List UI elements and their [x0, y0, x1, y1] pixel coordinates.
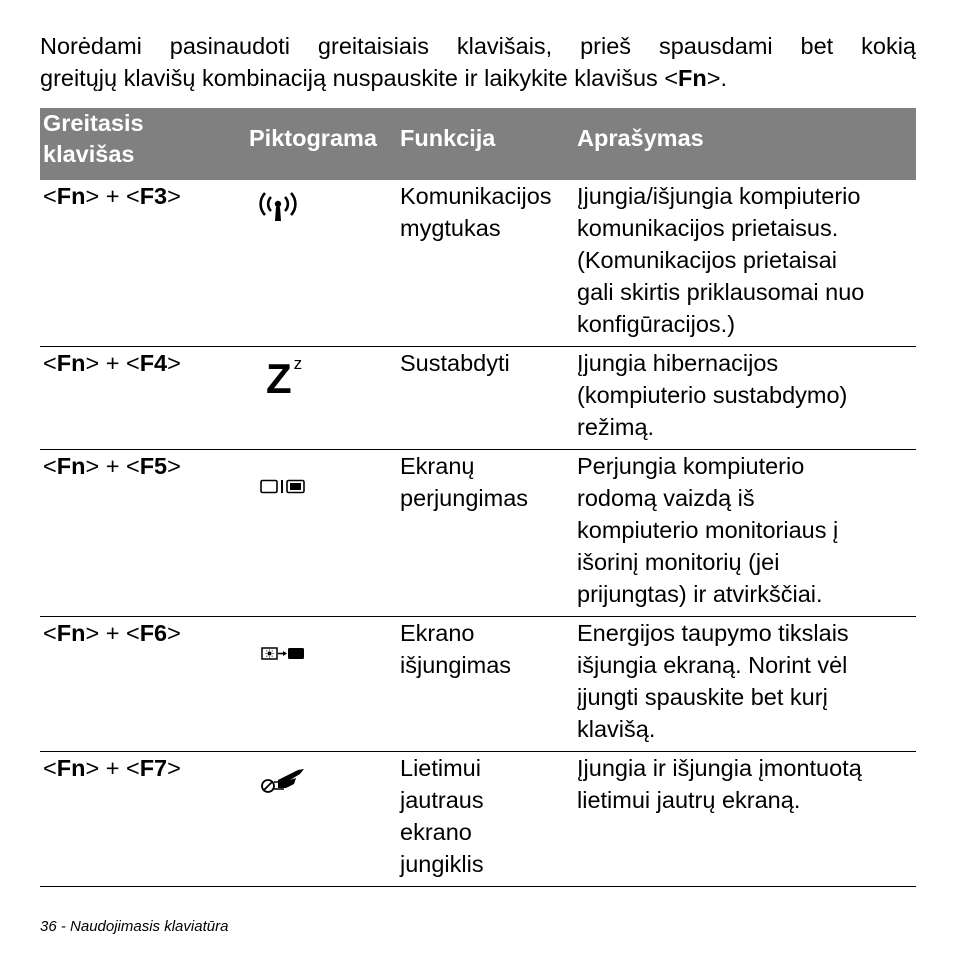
page-footer: 36 - Naudojimasis klaviatūra: [40, 918, 229, 935]
intro-fn-key: Fn: [678, 65, 707, 91]
table-row: [40, 450, 916, 617]
hotkey-table: [40, 108, 916, 887]
intro-line-1: Norėdami pasinaudoti greitaisiais klavišais, prieš spausdami bet kokią: [40, 33, 916, 59]
header-hotkey-line1: Greitasis: [43, 110, 144, 136]
hotkey-cell: <Fn> + <F3>: [43, 183, 181, 209]
intro-line-2-text: greitųjų klavišų kombinaciją nuspauskite ir laikykite klavišus <: [40, 65, 679, 91]
table-row: [40, 752, 916, 887]
description-cell: Perjungia kompiuterio rodomą vaizdą iš kompiuterio monitoriaus į išorinį monitorių (jei prijungtas) ir atvirkščiai.: [577, 453, 839, 607]
header-hotkey: [43, 108, 243, 170]
hotkey-cell: <Fn> + <F5>: [43, 453, 181, 479]
table-header: [40, 108, 916, 180]
function-cell: Ekrano išjungimas: [400, 620, 512, 678]
hotkey-cell: <Fn> + <F4>: [43, 350, 181, 376]
touchscreen-toggle-icon: [260, 766, 308, 804]
header-icon: Piktograma: [249, 125, 377, 151]
description-cell: Įjungia ir išjungia įmontuotą lietimui jautrų ekraną.: [577, 755, 862, 813]
header-hotkey-line2: klavišas: [43, 141, 135, 167]
hotkey-cell: <Fn> + <F6>: [43, 620, 181, 646]
description-cell: Energijos taupymo tikslais išjungia ekraną. Norint vėl įjungti spauskite bet kurį klavišą.: [577, 620, 849, 742]
function-cell: Ekranų perjungimas: [400, 453, 529, 511]
display-toggle-icon: [260, 472, 308, 504]
display-off-icon: [260, 639, 308, 671]
header-function: Funkcija: [400, 125, 496, 151]
function-cell: Komunikacijos mygtukas: [400, 183, 552, 241]
hotkey-cell: <Fn> + <F7>: [43, 755, 181, 781]
function-cell: Lietimui jautraus ekrano jungiklis: [400, 755, 484, 877]
table-row: [40, 617, 916, 752]
description-cell: Įjungia hibernacijos (kompiuterio sustabdymo) režimą.: [577, 350, 848, 440]
sleep-icon: Z $^z$: [266, 354, 303, 402]
header-description: Aprašymas: [577, 125, 704, 151]
intro-line-2-end: >.: [706, 65, 728, 91]
table-row: [40, 180, 916, 347]
intro-paragraph: [40, 30, 916, 94]
intro-line-2: [40, 62, 916, 94]
wireless-icon: [255, 192, 301, 232]
table-row: [40, 347, 916, 450]
description-cell: Įjungia/išjungia kompiuterio komunikacijos prietaisus. (Komunikacijos prietaisai gali skirtis priklausomai nuo konfigūracijos.): [577, 183, 865, 337]
function-cell: Sustabdyti: [400, 350, 510, 376]
